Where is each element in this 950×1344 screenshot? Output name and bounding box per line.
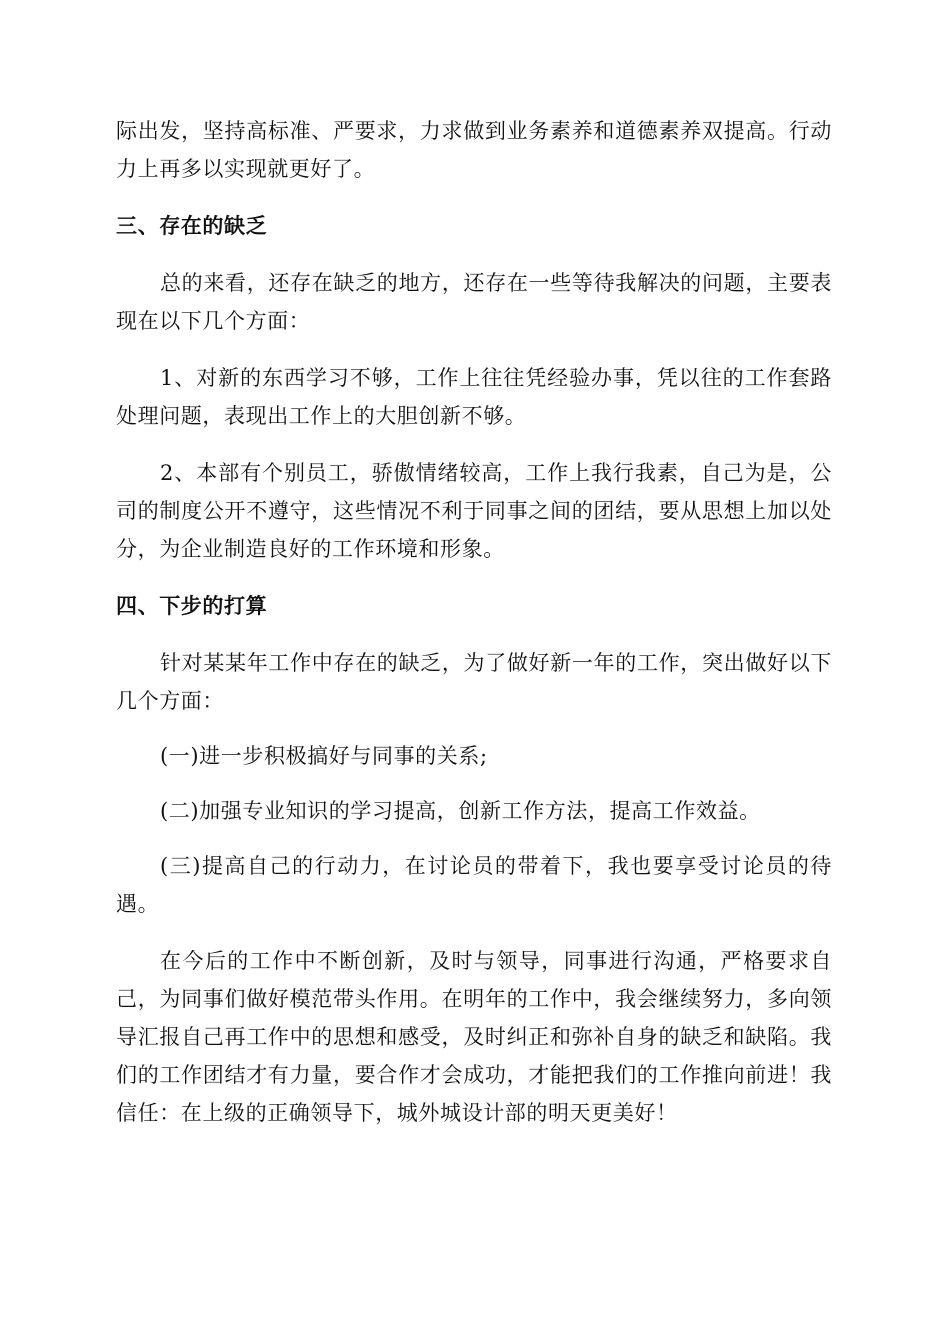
paragraph-item-2: 2、本部有个别员工，骄傲情绪较高，工作上我行我素，自己为是，公司的制度公开不遵守，这些情况不利于同事之间的团结，要从思想上加以处分，为企业制造良好的工作环境和形象。 [116,461,832,561]
paragraph-summary: 总的来看，还存在缺乏的地方，还存在一些等待我解决的问题，主要表现在以下几个方面： [116,271,832,333]
paragraph-plan-3: (三)提高自己的行动力，在讨论员的带着下，我也要享受讨论员的待遇。 [116,854,832,916]
paragraph-plan-1: (一)进一步积极搞好与同事的关系; [160,744,488,768]
paragraph-conclusion: 在今后的工作中不断创新，及时与领导，同事进行沟通，严格要求自己，为同事们做好模范带头作用。在明年的工作中，我会继续努力，多向领导汇报自己再工作中的思想和感受，及时纠正和弥补自身的缺乏和缺陷。我们的工作团结才有力量，要合作才会成功，才能把我们的工作推向前进！我信任：在上级的正确领导下，城外城设计部的明天更美好！ [116,949,832,1125]
section-heading-shortcomings: 三、存在的缺乏 [116,214,268,238]
paragraph-continuation: 际出发，坚持高标准、严要求，力求做到业务素养和道德素养双提高。行动力上再多以实现就更好了。 [116,119,832,181]
document-page [116,112,832,1132]
section-heading-next-plan: 四、下步的打算 [116,594,268,618]
paragraph-item-1: 1、对新的东西学习不够，工作上往往凭经验办事，凭以往的工作套路处理问题，表现出工作上的大胆创新不够。 [116,366,832,428]
paragraph-plan-2: (二)加强专业知识的学习提高，创新工作方法，提高工作效益。 [160,799,761,823]
paragraph-plan-intro: 针对某某年工作中存在的缺乏，为了做好新一年的工作，突出做好以下几个方面： [116,651,832,713]
